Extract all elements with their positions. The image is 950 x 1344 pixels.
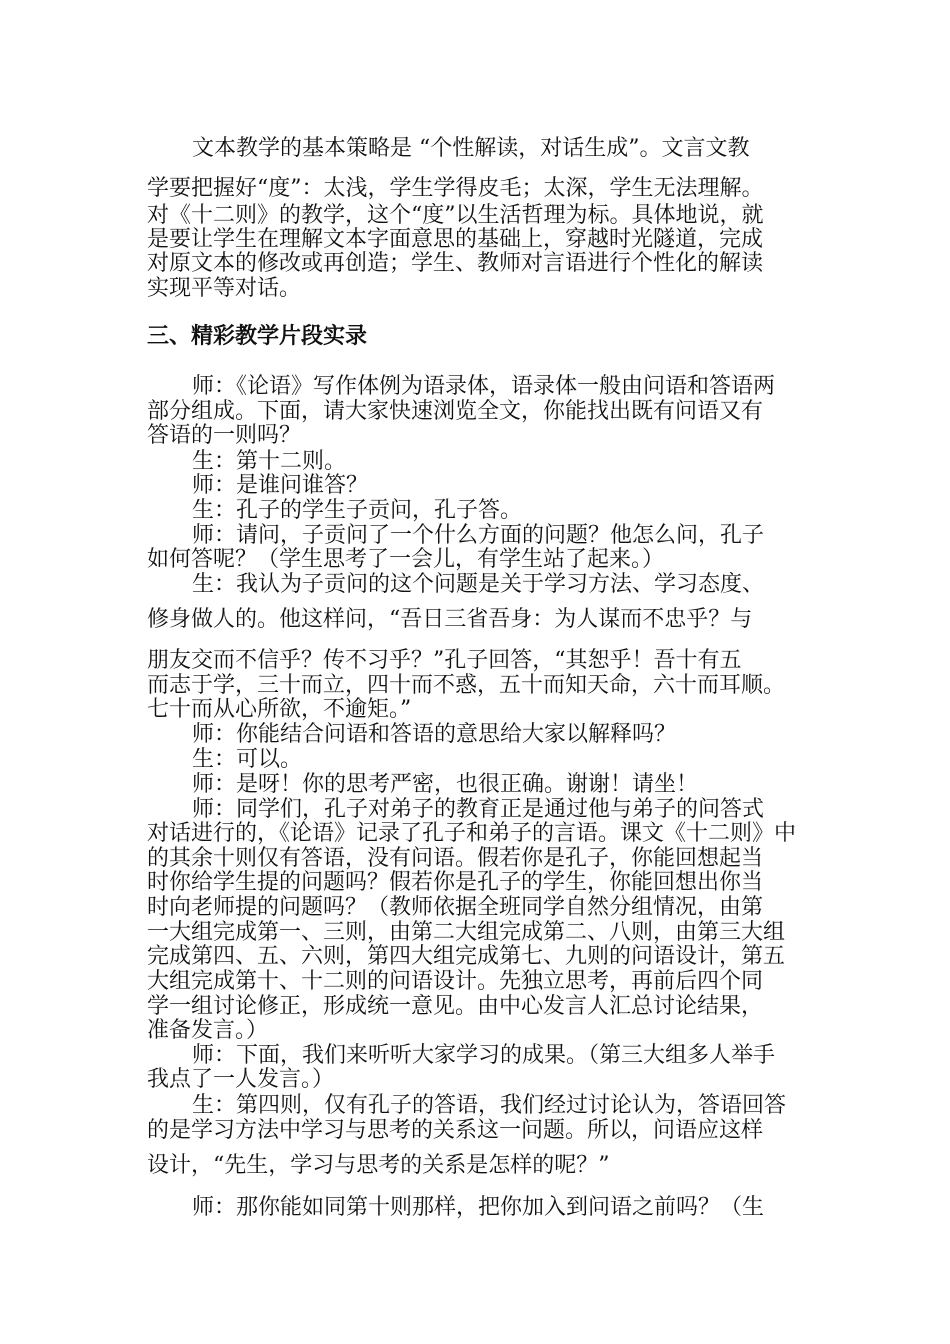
text-line: 实现平等对话。 <box>147 276 302 301</box>
dialogue-line: 生：孔子的学生子贡问，孔子答。 <box>192 498 523 523</box>
dialogue-line: 一大组完成第一、三则，由第二大组完成第二、八则，由第三大组 <box>147 920 786 945</box>
dialogue-line: 生：第十二则。 <box>192 449 347 474</box>
dialogue-line: 师：你能结合问语和答语的意思给大家以解释吗？ <box>192 722 677 747</box>
text-line: 对原文本的修改或再创造；学生、教师对言语进行个性化的解读 <box>147 251 764 276</box>
dialogue-line: 的其余十则仅有答语，没有问语。假若你是孔子，你能回想起当 <box>147 846 764 871</box>
dialogue-line: 师：请问，子贡问了一个什么方面的问题？他怎么问，孔子 <box>192 523 765 548</box>
dialogue-line: 师：是谁问谁答？ <box>192 473 369 498</box>
text-line: 是要让学生在理解文本字面意思的基础上，穿越时光隧道，完成 <box>147 227 764 252</box>
dialogue-line: 师：下面，我们来听听大家学习的成果。（第三大组多人举手 <box>192 1043 776 1068</box>
dialogue-line: 设计，“先生，学习与思考的关系是怎样的呢？” <box>147 1153 610 1178</box>
dialogue-line: 七十而从心所欲，不逾矩。” <box>147 697 412 722</box>
dialogue-line: 答语的一则吗？ <box>147 423 302 448</box>
dialogue-line: 完成第四、五、六则，第四大组完成第七、九则的问语设计，第五 <box>147 944 786 969</box>
dialogue-line: 师：《论语》写作体例为语录体，语录体一般由问语和答语两 <box>192 374 776 399</box>
dialogue-line: 时向老师提的问题吗？（教师依据全班同学自然分组情况，由第 <box>147 895 764 920</box>
text-line: 文本教学的基本策略是 “个性解读，对话生成”。文言文教 <box>192 136 750 161</box>
dialogue-line: 生：我认为子贡问的这个问题是关于学习方法、学习态度、 <box>192 572 765 597</box>
dialogue-line: 生：第四则，仅有孔子的答语，我们经过讨论认为，答语回答 <box>192 1093 787 1118</box>
dialogue-line: 我点了一人发言。） <box>147 1067 335 1092</box>
text-line: 学要把握好“度”：太浅，学生学得皮毛；太深，学生无法理解。 <box>147 176 764 201</box>
dialogue-line: 而志于学，三十而立，四十而不惑，五十而知天命，六十而耳顺。 <box>147 673 786 698</box>
text-line: 对《十二则》的教学，这个“度”以生活哲理为标。具体地说，就 <box>147 203 764 228</box>
dialogue-line: 学一组讨论修正，形成统一意见。由中心发言人汇总讨论结果， <box>147 994 764 1019</box>
dialogue-line: 朋友交而不信乎？传不习乎？”孔子回答，“其恕乎！吾十有五 <box>147 648 742 673</box>
dialogue-line: 时你给学生提的问题吗？假若你是孔子的学生，你能回想出你当 <box>147 870 764 895</box>
dialogue-line: 对话进行的，《论语》记录了孔子和弟子的言语。课文《十二则》中 <box>147 821 797 846</box>
dialogue-line: 师：那你能如同第十则那样，把你加入到问语之前吗？（生 <box>192 1195 765 1220</box>
dialogue-line: 大组完成第十、十二则的问语设计。先独立思考，再前后四个同 <box>147 969 764 994</box>
dialogue-line: 师：是呀！你的思考严密，也很正确。谢谢！请坐！ <box>192 772 699 797</box>
dialogue-line: 准备发言。） <box>147 1018 269 1043</box>
dialogue-line: 生：可以。 <box>192 747 303 772</box>
dialogue-line: 的是学习方法中学习与思考的关系这一问题。所以，问语应这样 <box>147 1118 764 1143</box>
section-heading: 三、精彩教学片段实录 <box>147 324 368 349</box>
dialogue-line: 师：同学们，孔子对弟子的教育正是通过他与弟子的问答式 <box>192 797 765 822</box>
dialogue-line: 部分组成。下面，请大家快速浏览全文，你能找出既有问语又有 <box>147 399 764 424</box>
dialogue-line: 如何答呢？（学生思考了一会儿，有学生站了起来。） <box>147 547 665 572</box>
dialogue-line: 修身做人的。他这样问，“吾日三省吾身：为人谋而不忠乎？与 <box>147 607 753 632</box>
